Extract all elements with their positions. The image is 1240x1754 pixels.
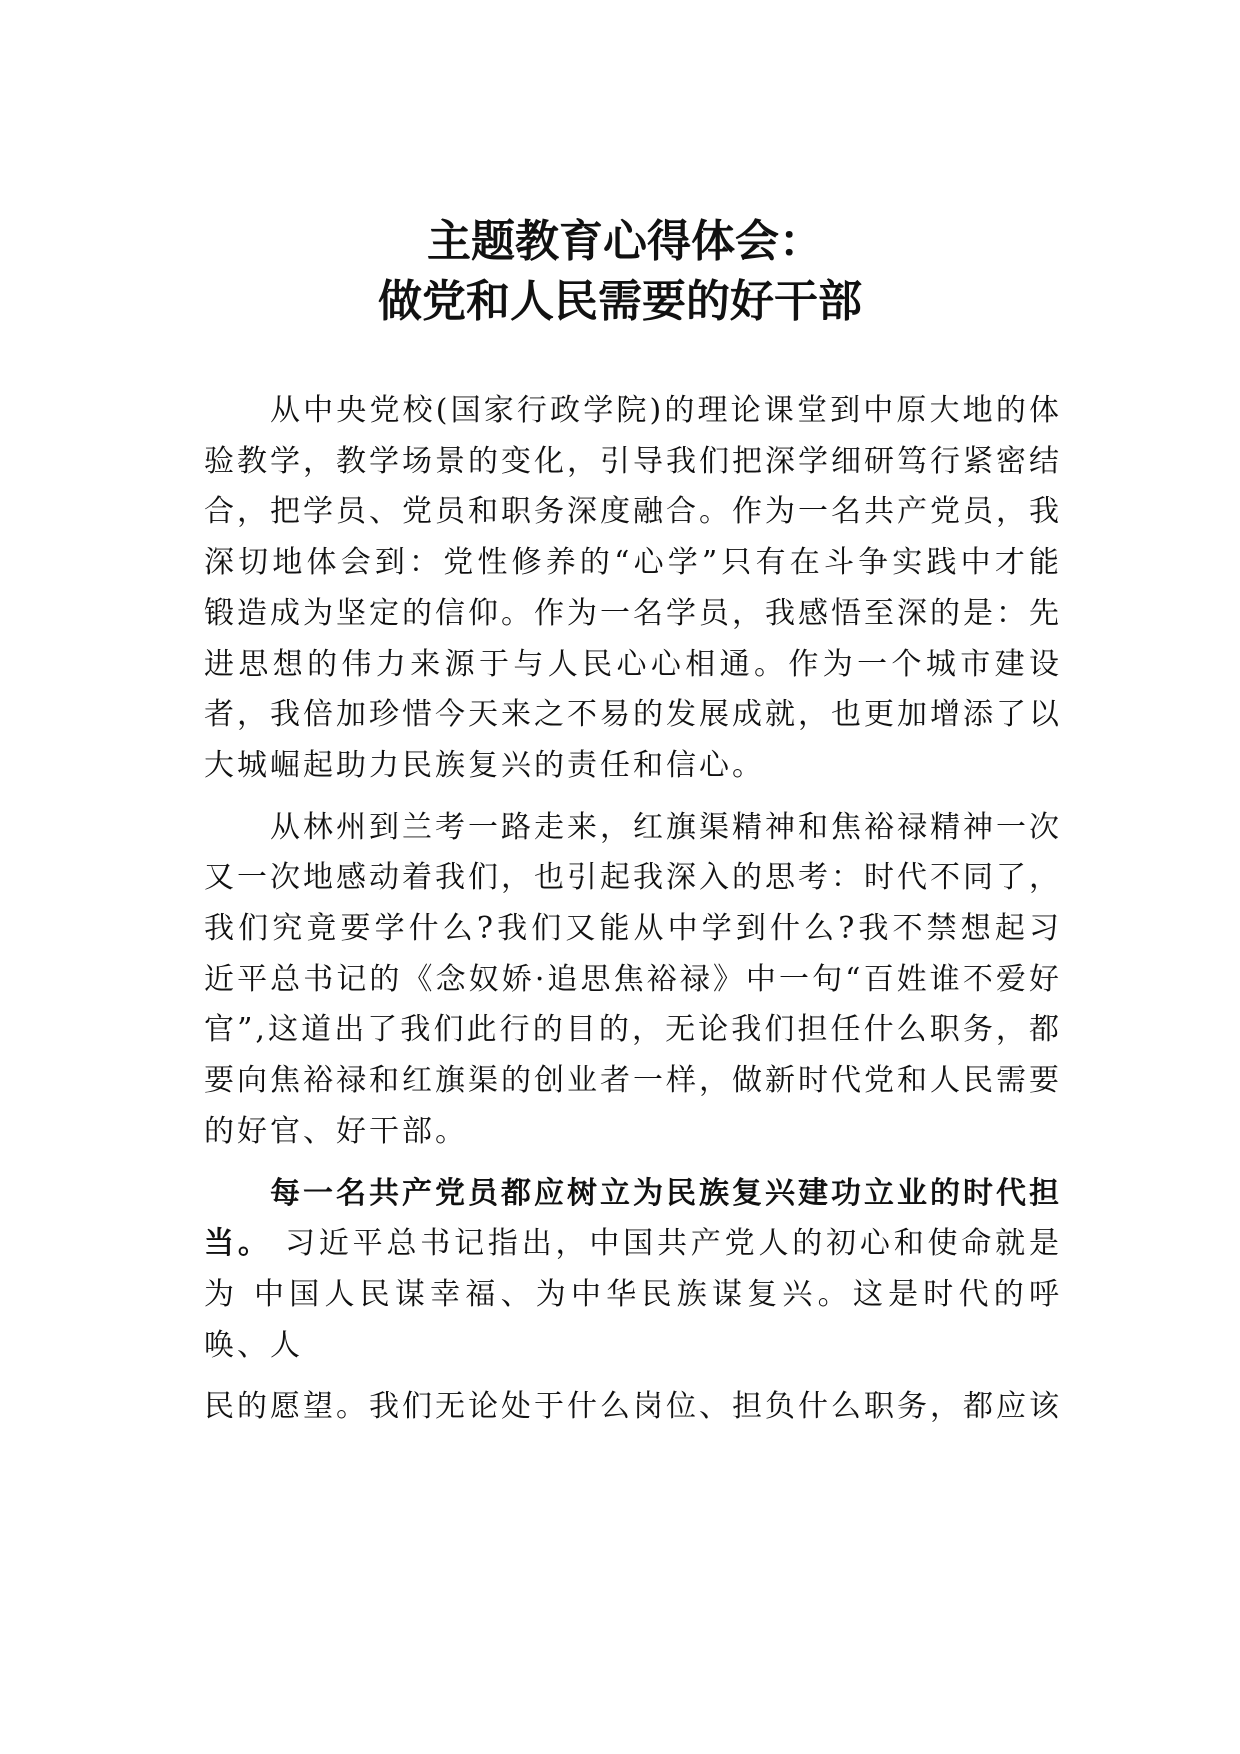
title-line-1: 主题教育心得体会： [427,216,823,267]
paragraph-3-continuation: 民的愿望。我们无论处于什么岗位、担负什么职务，都应该 [204,1389,1062,1425]
section-body-text: 习近平总书记指出，中国共产党人的初心和使命就是为 中国人民谋幸福、为中华民族谋复兴。这是时代的呼唤、人 [204,1226,1062,1363]
paragraph-3 [204,1169,1062,1372]
document-body [204,386,1062,1433]
paragraph-1: 从中央党校(国家行政学院)的理论课堂到中原大地的体验教学，教学场景的变化，引导我们把深学细研笃行紧密结合，把学员、党员和职务深度融合。作为一名共产党员，我深切地体会到：党性修养的“心学”只有在斗争实践中才能锻造成为坚定的信仰。作为一名学员，我感悟至深的是：先进思想的伟力来源于与人民心心相通。作为一个城市建设者，我倍加珍惜今天来之不易的发展成就，也更加增添了以大城崛起助力民族复兴的责任和信心。 [204,393,1062,783]
section-lead-sentence: 每一名共产党员都应树立为民族复兴建功立业的时代担当。 [204,1175,1062,1262]
document-title [0,212,1240,332]
paragraph-2: 从林州到兰考一路走来，红旗渠精神和焦裕禄精神一次又一次地感动着我们，也引起我深入的思考：时代不同了，我们究竟要学什么?我们又能从中学到什么?我不禁想起习近平总书记的《念奴娇·追思焦裕禄》中一句“百姓谁不爱好官”,这道出了我们此行的目的，无论我们担任什么职务，都要向焦裕禄和红旗渠的创业者一样，做新时代党和人民需要的好官、好干部。 [204,809,1062,1149]
title-line-2: 做党和人民需要的好干部 [378,276,862,327]
